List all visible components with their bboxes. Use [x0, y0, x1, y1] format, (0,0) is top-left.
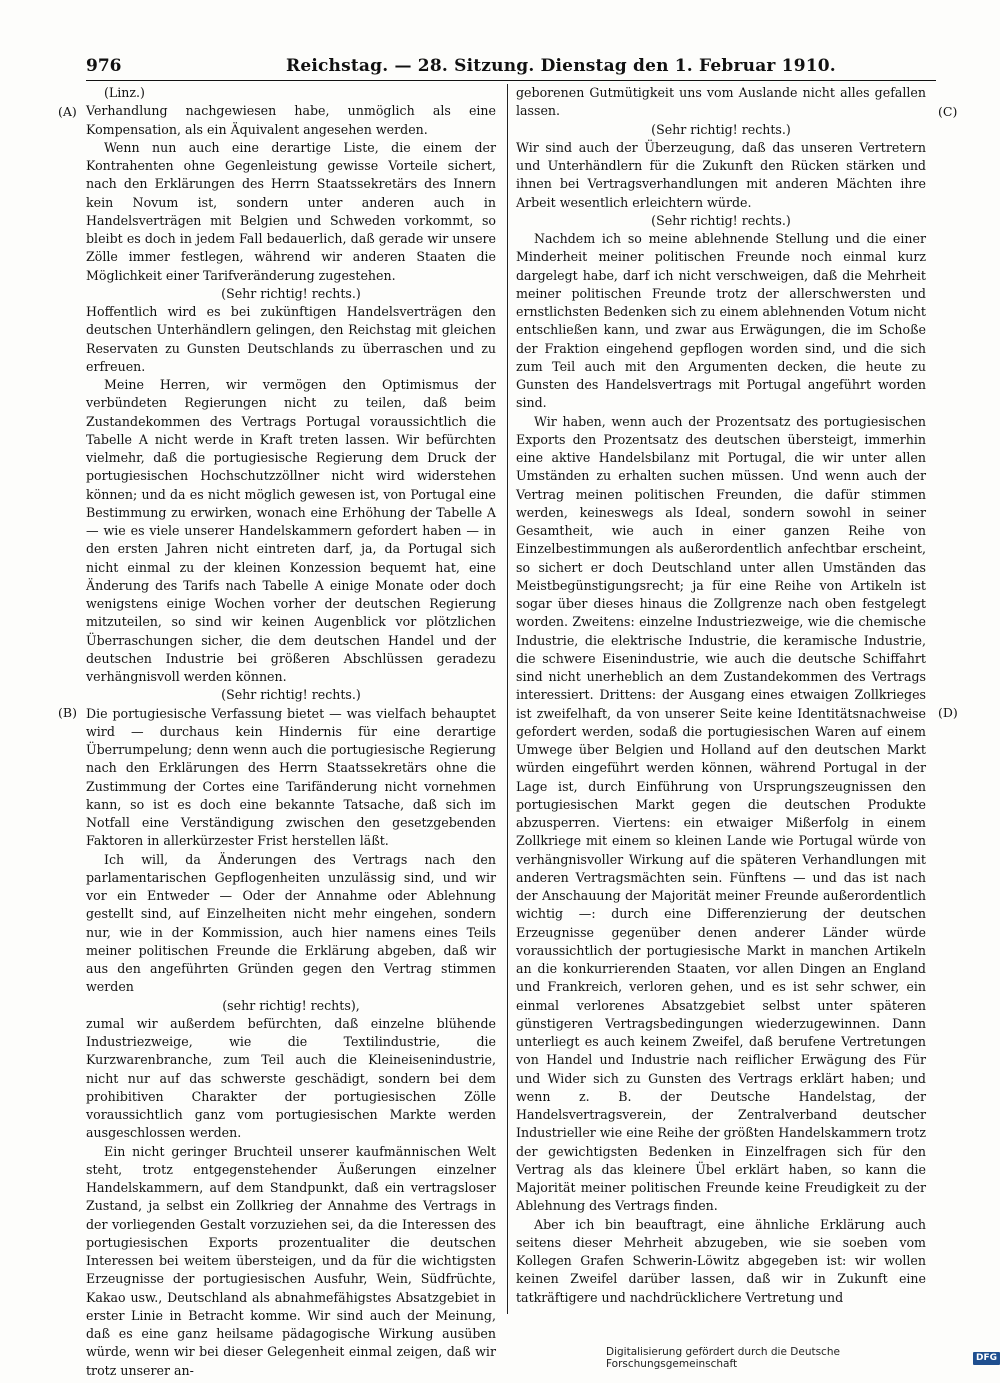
paragraph: Nachdem ich so meine ablehnende Stellung und die einer Minderheit meiner politischen Freunde noch einmal kurz dargelegt habe, darf ich nicht verschweigen, daß die Mehrheit meiner politischen Freunde trotz der allerschwersten und ernstlichsten Bedenken sich zu einem ablehnenden Votum nicht entschließen kann, und zwar aus Erwägungen, die im Schoße der Fraktion eingehend gepflogen worden sind, und die sich zum Teil auch mit den Argumenten decken, die heute zu Gunsten des Handelsvertrags mit Portugal angeführt worden sind.	[516, 231, 926, 411]
margin-marker-b: (B)	[58, 705, 77, 720]
interjection: (Sehr richtig! rechts.)	[651, 121, 791, 137]
left-column	[86, 84, 496, 1378]
interjection: (Sehr richtig! rechts.)	[651, 212, 791, 228]
interjection: (Sehr richtig! rechts.)	[221, 285, 361, 301]
page-number: 976	[86, 56, 122, 76]
margin-marker-d: (D)	[938, 705, 958, 720]
paragraph: zumal wir außerdem befürchten, daß einzelne blühende Industriezweige, wie die Textilindustrie, die Kurzwarenbranche, zum Teil auch die Kleineisenindustrie, nicht nur auf das schwerste geschädigt, sondern bei dem prohibitiven Charakter der portugiesischen Zölle voraussichtlich ganz vom portugiesischen Markte werden ausgeschlossen werden.	[86, 1015, 496, 1141]
interjection: (sehr richtig! rechts),	[222, 997, 360, 1013]
paragraph: Hoffentlich wird es bei zukünftigen Handelsverträgen den deutschen Unterhändlern gelingen, den Reichstag mit gleichen Reservaten zu Gunsten Deutschlands zu überraschen und zu erfreuen.	[86, 304, 496, 374]
right-column	[516, 84, 926, 1314]
paragraph: Die portugiesische Verfassung bietet — was vielfach behauptet wird — durchaus kein Hindernis für eine derartige Überrumpelung; denn wenn auch die portugiesische Regierung nach den Erklärungen des Herrn Staatssekretärs ohne die Zustimmung der Cortes eine Tarifänderung nicht vornehmen kann, so ist es doch eine bekannte Tatsache, daß sich im Notfall eine Verständigung zwischen den gesetzgebenden Faktoren in allerkürzester Frist herstellen läßt.	[86, 705, 496, 849]
paragraph: Wir haben, wenn auch der Prozentsatz des portugiesischen Exports den Prozentsatz des deutschen übersteigt, immerhin eine aktive Handelsbilanz mit Portugal, die wir unter allen Umständen zu erhalten suchen müssen. Und wenn auch der Vertrag meinen politischen Freunden, die dafür stimmen werden, keineswegs als Ideal, sondern sowohl in seiner Gesamtheit, wie auch in einer ganzen Reihe von Einzelbestimmungen als außerordentlich anfechtbar erscheint, so sichert er doch Deutschland unter allen Umständen das Meistbegünstigungsrecht; ja für eine Reihe von Artikeln ist sogar über dieses hinaus die Zollgrenze nach oben festgelegt worden. Zweitens: einzelne Industriezweige, wie die chemische Industrie, die elektrische Industrie, die keramische Industrie, die schwere Eisenindustrie, wie auch die deutsche Schiffahrt sind nicht unerheblich an dem Zustandekommen des Vertrags interessiert. Drittens: der Ausgang eines etwaigen Zollkrieges ist zweifelhaft, da von unserer Seite keine Identitätsnachweise gefordert werden, sodaß die portugiesischen Waren auf einem Umwege über Belgien und Holland auf den deutschen Markt würden eingeführt werden können, während Portugal in der Lage ist, durch Einführung von Ursprungszeugnissen den portugiesischen Markt gegen die deutschen Produkte abzusperren. Viertens: ein etwaiger Mißerfolg in einem Zollkriege mit einem so kleinen Lande wie Portugal würde von verhängnisvoller Wirkung auf die späteren Verhandlungen mit anderen Vertragsmächten sein. Fünftens — und das ist nach der Anschauung der Majorität meiner Freunde außerordentlich wichtig —: durch eine Differenzierung der deutschen Erzeugnisse gegenüber denen anderer Länder würde voraussichtlich der portugiesische Markt in manchen Artikeln an die konkurrierenden Staaten, vor allen Dingen an England und Frankreich, verloren gehen, und es ist sehr schwer, ein einmal verlorenes Absatzgebiet selbst unter späteren günstigeren Vertragsbedingungen wiederzugewinnen. Dann unterliegt es auch keinem Zweifel, daß berufene Vertretungen von Handel und Industrie nach reiflicher Erwägung des Für und Wider sich zu Gunsten des Vertrags erklärt haben; und wenn z. B. der Deutsche Handelstag, der Handelsvertragsverein, der Zentralverband deutscher Industrieller wie eine Reihe der größten Handelskammern trotz der gewichtigsten Bedenken in Einzelfragen sich für den Vertrag als das kleinere Übel erklärt haben, so kann die Majorität meiner politischen Freunde keine Freudigkeit zu der Ablehnung des Vertrags finden.	[516, 413, 926, 1214]
speaker-note: (Linz.)	[104, 85, 145, 100]
paragraph: Wenn nun auch eine derartige Liste, die einem der Kontrahenten ohne Gegenleistung gewisse Vorteile sichert, nach den Erklärungen des Herrn Staatssekretärs des Innern kein Novum ist, sondern unter anderen auch in Handelsverträgen mit Belgien und Schweden vorkommt, so bleibt es doch in jedem Fall bedauerlich, daß gerade wir unsere Zölle immer festlegen, während wir anderen Staaten die Möglichkeit einer Tarifveränderung zugestehen.	[86, 139, 496, 283]
paragraph: Wir sind auch der Überzeugung, daß das unseren Vertretern und Unterhändlern für die Zukunft den Rücken stärken und ihnen bei Vertragsverhandlungen mit anderen Mächten ihre Arbeit wesentlich erleichtern würde.	[516, 139, 926, 210]
dfg-logo-icon: DFG	[973, 1352, 1000, 1365]
margin-marker-a: (A)	[58, 104, 77, 119]
page-header	[86, 56, 936, 78]
paragraph: geborenen Gutmütigkeit uns vom Auslande nicht alles gefallen lassen.	[516, 85, 926, 119]
interjection: (Sehr richtig! rechts.)	[221, 687, 361, 703]
paragraph: Ich will, da Änderungen des Vertrags nach den parlamentarischen Gepflogenheiten unzulässig sind, und wir vor ein Entweder — Oder der Annahme oder Ablehnung gestellt sind, auf Einzelheiten nicht mehr eingehen, sondern nur, wie in der Kommission, auch hier namens eines Teils meiner politischen Freunde die Erklärung abgeben, daß wir aus den angeführten Gründen gegen den Vertrag stimmen werden	[86, 851, 496, 995]
column-divider	[507, 84, 508, 1314]
paragraph: Verhandlung nachgewiesen habe, unmöglich als eine Kompensation, als ein Äquivalent angesehen werden.	[86, 103, 496, 137]
page-title: Reichstag. — 28. Sitzung. Dienstag den 1. Februar 1910.	[286, 56, 836, 76]
paragraph: Aber ich bin beauftragt, eine ähnliche Erklärung auch seitens dieser Mehrheit abzugeben, wie sie soeben vom Kollegen Grafen Schwerin-Löwitz abgegeben ist: wir wollen keinen Zweifel darüber lassen, daß wir in Zukunft eine tatkräftigere und nachdrücklichere Vertretung und	[516, 1216, 926, 1305]
paragraph: Meine Herren, wir vermögen den Optimismus der verbündeten Regierungen nicht zu teilen, daß beim Zustandekommen des Vertrags Portugal voraussichtlich die Tabelle A nicht werde in Kraft treten lassen. Wir befürchten vielmehr, daß die portugiesische Regierung dem Druck der portugiesischen Hochschutzzöllner nicht wird widerstehen können; und da es nicht möglich gewesen ist, von Portugal eine Bestimmung zu erwirken, wonach eine Erhöhung der Tabelle A — wie es viele unserer Handelskammern gefordert haben — in den ersten Jahren nicht eintreten darf, ja, da Portugal sich nicht einmal zu der kleinen Konzession bequemt hat, eine Änderung des Tarifs nach Tabelle A einige Monate oder doch wenigstens einige Wochen vorher der deutschen Regierung mitzuteilen, so sind wir keinen Augenblick vor plötzlichen Überraschungen sicher, die dem deutschen Handel und der deutschen Industrie bei größeren Abschlüssen geradezu verhängnisvoll werden können.	[86, 377, 496, 684]
footer-text: Digitalisierung gefördert durch die Deutsche Forschungsgemeinschaft	[606, 1346, 840, 1370]
margin-marker-c: (C)	[938, 104, 958, 119]
footer	[606, 1346, 1000, 1370]
header-rule	[86, 80, 936, 81]
paragraph: Ein nicht geringer Bruchteil unserer kaufmännischen Welt steht, trotz entgegenstehender Äußerungen einzelner Handelskammern, auf dem Standpunkt, daß ein vertragsloser Zustand, ja selbst ein Zollkrieg der Annahme des Vertrags in der vorliegenden Gestalt vorzuziehen sei, da die Interessen des portugiesischen Exports prozentualiter die deutschen Interessen bei weitem übersteigen, und da für die wichtigsten Erzeugnisse der portugiesischen Ausfuhr, Wein, Südfrüchte, Kakao usw., Deutschland als abnahmefähigstes Absatzgebiet in erster Linie in Betracht komme. Wir sind auch der Meinung, daß es eine ganz heilsame pädagogische Wirkung ausüben würde, wenn wir bei dieser Gelegenheit einmal zeigen, daß wir trotz unserer an-	[86, 1143, 496, 1378]
